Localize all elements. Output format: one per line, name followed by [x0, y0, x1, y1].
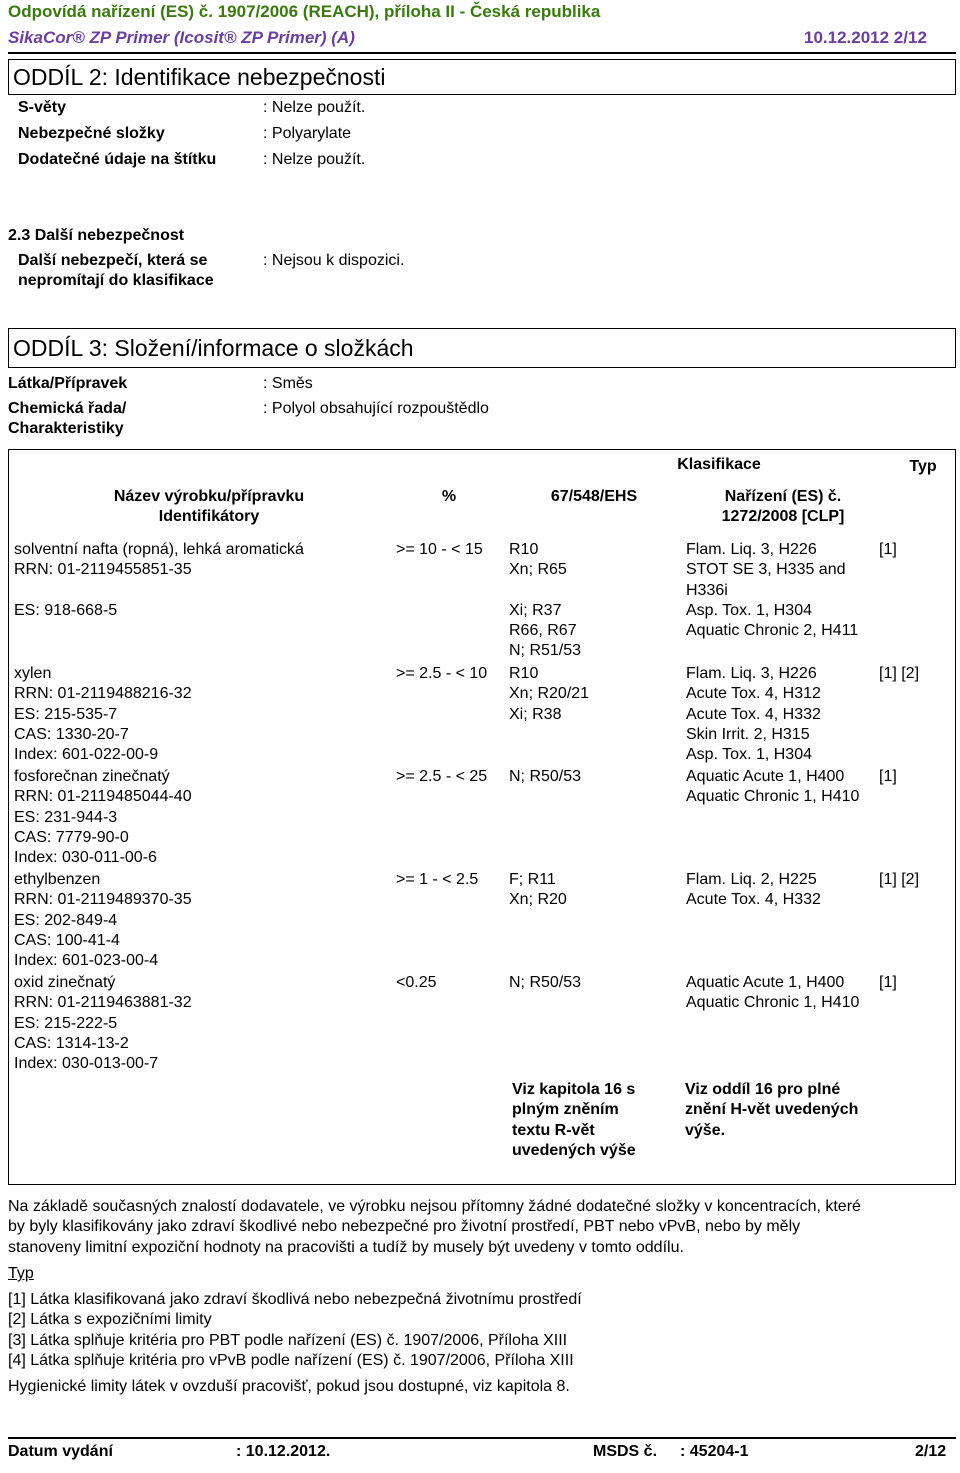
- s-phrases-label: S-věty: [18, 99, 67, 116]
- footer-msds-value: : 45204-1: [680, 1443, 749, 1460]
- header-clp-line2: 1272/2008 [CLP]: [721, 508, 845, 525]
- row2-typ: [1] [2]: [879, 665, 920, 682]
- header-name-line2: Identifikátory: [158, 508, 260, 525]
- row1-eec: R10 Xn; R65 Xi; R37 R66, R67 N; R51/53: [509, 541, 582, 660]
- row5-percent: <0.25: [396, 974, 437, 991]
- extra-label-info-label: Dodatečné údaje na štítku: [18, 151, 217, 168]
- note-h-phrases: Viz oddíl 16 pro plné znění H-vět uvedených výše.: [685, 1081, 859, 1139]
- chemical-family-value: : Polyol obsahující rozpouštědlo: [263, 400, 489, 417]
- header-clp-line1: Nařízení (ES) č.: [724, 488, 842, 505]
- typ-legend-2: [2] Látka s expozičními limity: [8, 1311, 212, 1329]
- chemical-family-label-1: Chemická řada/: [8, 400, 127, 417]
- hazardous-components-label: Nebezpečné složky: [18, 125, 165, 142]
- typ-heading: Typ: [8, 1265, 34, 1282]
- s-phrases-value: : Nelze použít.: [263, 99, 366, 116]
- footnote-paragraph-line1: Na základě současných znalostí dodavatele, ve výrobku nejsou přítomny žádné dodatečné složky v koncentracích, které: [8, 1198, 861, 1215]
- row2-name: xylen RRN: 01-2119488216-32 ES: 215-535-7 CAS: 1330-20-7 Index: 601-022-00-9: [14, 665, 192, 764]
- chemical-family-label-2: Charakteristiky: [8, 420, 124, 437]
- typ-legend-1: [1] Látka klasifikovaná jako zdraví škodlivá nebo nebezpečná životnímu prostředí: [8, 1291, 582, 1308]
- footnote-paragraph-line2: by byly klasifikovány jako zdraví škodlivé nebo nebezpečné pro životní prostředí, PBT nebo vPvB, nebo by měly: [8, 1218, 801, 1236]
- footer-divider: [8, 1437, 956, 1439]
- row2-clp: Flam. Liq. 3, H226 Acute Tox. 4, H312 Acute Tox. 4, H332 Skin Irrit. 2, H315 Asp. Tox. 1, H304: [686, 665, 821, 764]
- footnote-paragraph-line3: stanoveny limitní expoziční hodnoty na pracovišti a tudíž by musely být uvedeny v tomto oddílu.: [8, 1238, 684, 1256]
- row5-name: oxid zinečnatý RRN: 01-2119463881-32 ES: 215-222-5 CAS: 1314-13-2 Index: 030-013-00-7: [14, 974, 192, 1073]
- substance-value: : Směs: [263, 375, 313, 392]
- footer-date-label: Datum vydání: [8, 1443, 113, 1460]
- note-r-phrases: Viz kapitola 16 s plným zněním textu R-vět uvedených výše: [512, 1081, 636, 1159]
- row3-name: fosforečnan zinečnatý RRN: 01-2119485044-40 ES: 231-944-3 CAS: 7779-90-0 Index: 030-011-00-6: [14, 768, 192, 867]
- row3-percent: >= 2.5 - < 25: [396, 768, 488, 785]
- row2-eec: R10 Xn; R20/21 Xi; R38: [509, 665, 590, 723]
- header-divider: [8, 52, 956, 54]
- footer-date-value: : 10.12.2012.: [236, 1443, 331, 1460]
- row4-clp: Flam. Liq. 2, H225 Acute Tox. 4, H332: [686, 871, 821, 909]
- row1-clp: Flam. Liq. 3, H226 STOT SE 3, H335 and H336i Asp. Tox. 1, H304 Aquatic Chronic 2, H411: [686, 541, 859, 640]
- row4-name: ethylbenzen RRN: 01-2119489370-35 ES: 202-849-4 CAS: 100-41-4 Index: 601-023-00-4: [14, 871, 192, 970]
- header-clp: [683, 487, 883, 527]
- substance-label: Látka/Přípravek: [8, 375, 128, 392]
- product-header: [8, 28, 927, 48]
- hazardous-components-value: : Polyarylate: [263, 125, 352, 142]
- regulation-header: Odpovídá nařízení (ES) č. 1907/2006 (REACH), příloha II - Česká republika: [8, 2, 601, 21]
- row3-clp: Aquatic Acute 1, H400 Aquatic Chronic 1, H410: [686, 768, 860, 806]
- extra-label-info-value: : Nelze použít.: [263, 151, 366, 168]
- other-hazards-label-1: Další nebezpečí, která se: [18, 252, 208, 269]
- header-name: [69, 487, 349, 527]
- section3-title: ODDÍL 3: Složení/informace o složkách: [8, 328, 956, 368]
- row1-typ: [1]: [879, 541, 897, 558]
- row2-percent: >= 2.5 - < 10: [396, 665, 488, 682]
- subsection-2-3-title: 2.3 Další nebezpečnost: [8, 227, 185, 244]
- product-name: SikaCor® ZP Primer (Icosit® ZP Primer) (A): [8, 28, 355, 47]
- date-page: 10.12.2012 2/12: [804, 28, 927, 47]
- row1-name: solventní nafta (ropná), lehká aromatická RRN: 01-2119455851-35 ES: 918-668-5: [14, 541, 304, 619]
- typ-legend-3: [3] Látka splňuje kritéria pro PBT podle nařízení (ES) č. 1907/2006, Příloha XIII: [8, 1331, 568, 1349]
- row4-typ: [1] [2]: [879, 871, 920, 888]
- row1-percent: >= 10 - < 15: [396, 541, 483, 558]
- typ-legend-4: [4] Látka splňuje kritéria pro vPvB podle nařízení (ES) č. 1907/2006, Příloha XIII: [8, 1352, 574, 1370]
- row5-clp: Aquatic Acute 1, H400 Aquatic Chronic 1, H410: [686, 974, 860, 1012]
- row5-typ: [1]: [879, 974, 897, 991]
- row5-eec: N; R50/53: [509, 974, 582, 991]
- other-hazards-label-2: nepromítají do klasifikace: [18, 272, 214, 289]
- header-eec: 67/548/EHS: [550, 488, 638, 505]
- hygiene-note: Hygienické limity látek v ovzduší pracovišť, pokud jsou dostupné, viz kapitola 8.: [8, 1378, 570, 1395]
- composition-table: [8, 449, 956, 1185]
- section2-title: ODDÍL 2: Identifikace nebezpečnosti: [8, 59, 956, 95]
- row4-percent: >= 1 - < 2.5: [396, 871, 479, 888]
- footnote-paragraph: [8, 1197, 861, 1258]
- row3-eec: N; R50/53: [509, 768, 582, 785]
- header-klasifikace: Klasifikace: [677, 456, 761, 473]
- typ-legend: [8, 1290, 582, 1372]
- row3-typ: [1]: [879, 768, 897, 785]
- footer-page: 2/12: [915, 1443, 947, 1460]
- footer-msds-label: MSDS č.: [593, 1443, 658, 1460]
- other-hazards-value: : Nejsou k dispozici.: [263, 252, 405, 269]
- header-percent: %: [441, 488, 457, 505]
- header-typ: Typ: [909, 458, 937, 475]
- row4-eec: F; R11 Xn; R20: [509, 871, 567, 909]
- header-name-line1: Název výrobku/přípravku: [113, 488, 305, 505]
